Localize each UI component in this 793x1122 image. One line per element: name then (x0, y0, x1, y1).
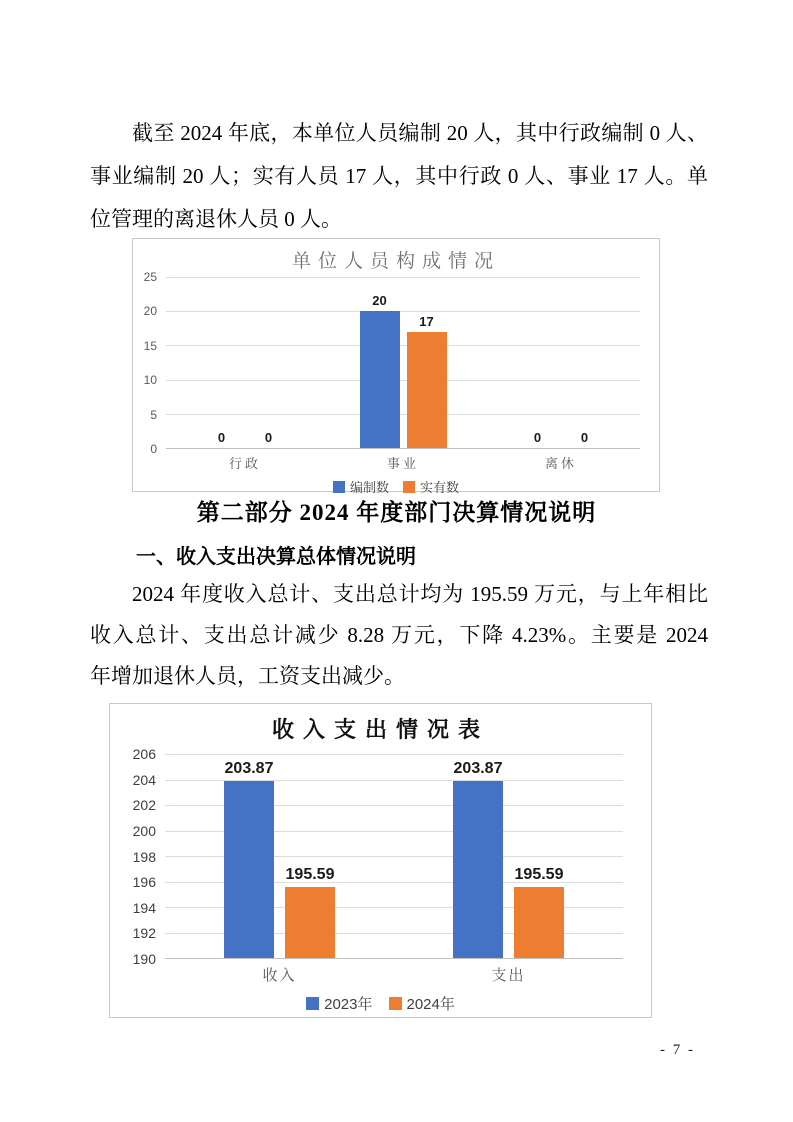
legend-item (306, 993, 372, 1014)
bar-group (166, 277, 324, 448)
bar (407, 313, 447, 448)
plot-area (166, 277, 640, 449)
bar (285, 865, 335, 958)
paragraph-income-expense (90, 574, 708, 697)
x-axis-labels (166, 453, 640, 472)
chart-title: 单位人员构成情况 (291, 251, 500, 272)
bar-value-label: 0 (264, 430, 273, 445)
plot-row (133, 270, 659, 456)
bar-groups (166, 277, 640, 448)
y-tick-label: 206 (132, 746, 156, 762)
y-tick-label: 192 (132, 925, 156, 942)
bar-group (482, 277, 640, 448)
y-tick-label: 190 (132, 951, 156, 967)
bar (514, 865, 564, 958)
plot-row (110, 746, 651, 967)
legend-label: 实有数 (420, 480, 460, 495)
bar-group (324, 277, 482, 448)
y-tick-label: 25 (143, 270, 157, 284)
subsection-heading: 一、收入支出决算总体情况说明 (136, 546, 416, 568)
paragraph-line: 2024 年度收入总计、支出总计均为 195.59 万元，与上年相比 (132, 582, 708, 606)
x-category-label: 收入 (262, 967, 297, 984)
y-tick-label: 5 (150, 407, 157, 422)
bar-value-label: 20 (372, 293, 387, 309)
bar-value-label: 195.59 (514, 865, 564, 883)
bar-value-label: 0 (217, 430, 226, 445)
x-category-label: 行政 (228, 456, 261, 471)
y-tick-label: 198 (132, 848, 156, 865)
legend-label: 2023年 (324, 996, 373, 1013)
y-tick-label: 204 (132, 771, 156, 788)
y-tick-label: 20 (143, 304, 157, 319)
y-axis (133, 270, 166, 456)
plot-area (165, 754, 623, 959)
y-tick-label: 10 (143, 373, 157, 388)
bar-value-label: 203.87 (224, 760, 274, 778)
y-tick-label: 196 (132, 874, 156, 891)
bar-value-label: 0 (533, 430, 542, 445)
bar-value-label: 17 (419, 313, 434, 329)
bar (453, 760, 503, 958)
chart-title: 收入支出情况表 (271, 717, 489, 742)
legend-swatch-icon (333, 481, 345, 493)
legend-label: 编制数 (349, 480, 389, 495)
x-category-label: 支出 (491, 967, 526, 984)
bar-group (394, 754, 623, 958)
bar-group (165, 754, 394, 958)
x-category-label: 事业 (386, 456, 419, 471)
bar-value-label: 195.59 (285, 865, 335, 883)
legend (110, 993, 651, 1014)
bar (224, 760, 274, 958)
y-tick-label: 194 (132, 899, 156, 916)
personnel-composition-chart (132, 238, 660, 495)
bar-value-label: 0 (580, 430, 589, 445)
legend-swatch-icon (389, 997, 402, 1010)
section-heading: 第二部分 2024 年度部门决算情况说明 (196, 500, 597, 525)
y-tick-label: 202 (132, 797, 156, 814)
paragraph-line: 位管理的离退休人员 0 人。 (90, 207, 342, 231)
y-axis (110, 746, 165, 967)
bar (360, 293, 400, 448)
x-axis-labels (165, 964, 623, 985)
paragraph-line: 截至 2024 年底，本单位人员编制 20 人，其中行政编制 0 人、 (132, 121, 708, 145)
income-expense-chart (109, 703, 652, 1018)
legend-item (389, 993, 455, 1014)
paragraph-line: 收入总计、支出总计减少 8.28 万元，下降 4.23%。主要是 2024 (90, 623, 708, 647)
page-number: - 7 - (660, 1042, 695, 1058)
paragraph-personnel (90, 112, 708, 241)
bar-groups (165, 754, 623, 958)
legend-swatch-icon (306, 997, 319, 1010)
x-category-label: 离休 (544, 456, 577, 471)
paragraph-line: 年增加退休人员，工资支出减少。 (90, 664, 405, 688)
y-tick-label: 200 (132, 822, 156, 839)
bar-value-label: 203.87 (453, 760, 503, 778)
legend-swatch-icon (403, 481, 415, 493)
y-tick-label: 0 (150, 442, 157, 456)
paragraph-line: 事业编制 20 人；实有人员 17 人，其中行政 0 人、事业 17 人。单 (90, 164, 708, 188)
legend-label: 2024年 (406, 996, 455, 1013)
y-tick-label: 15 (143, 338, 157, 353)
